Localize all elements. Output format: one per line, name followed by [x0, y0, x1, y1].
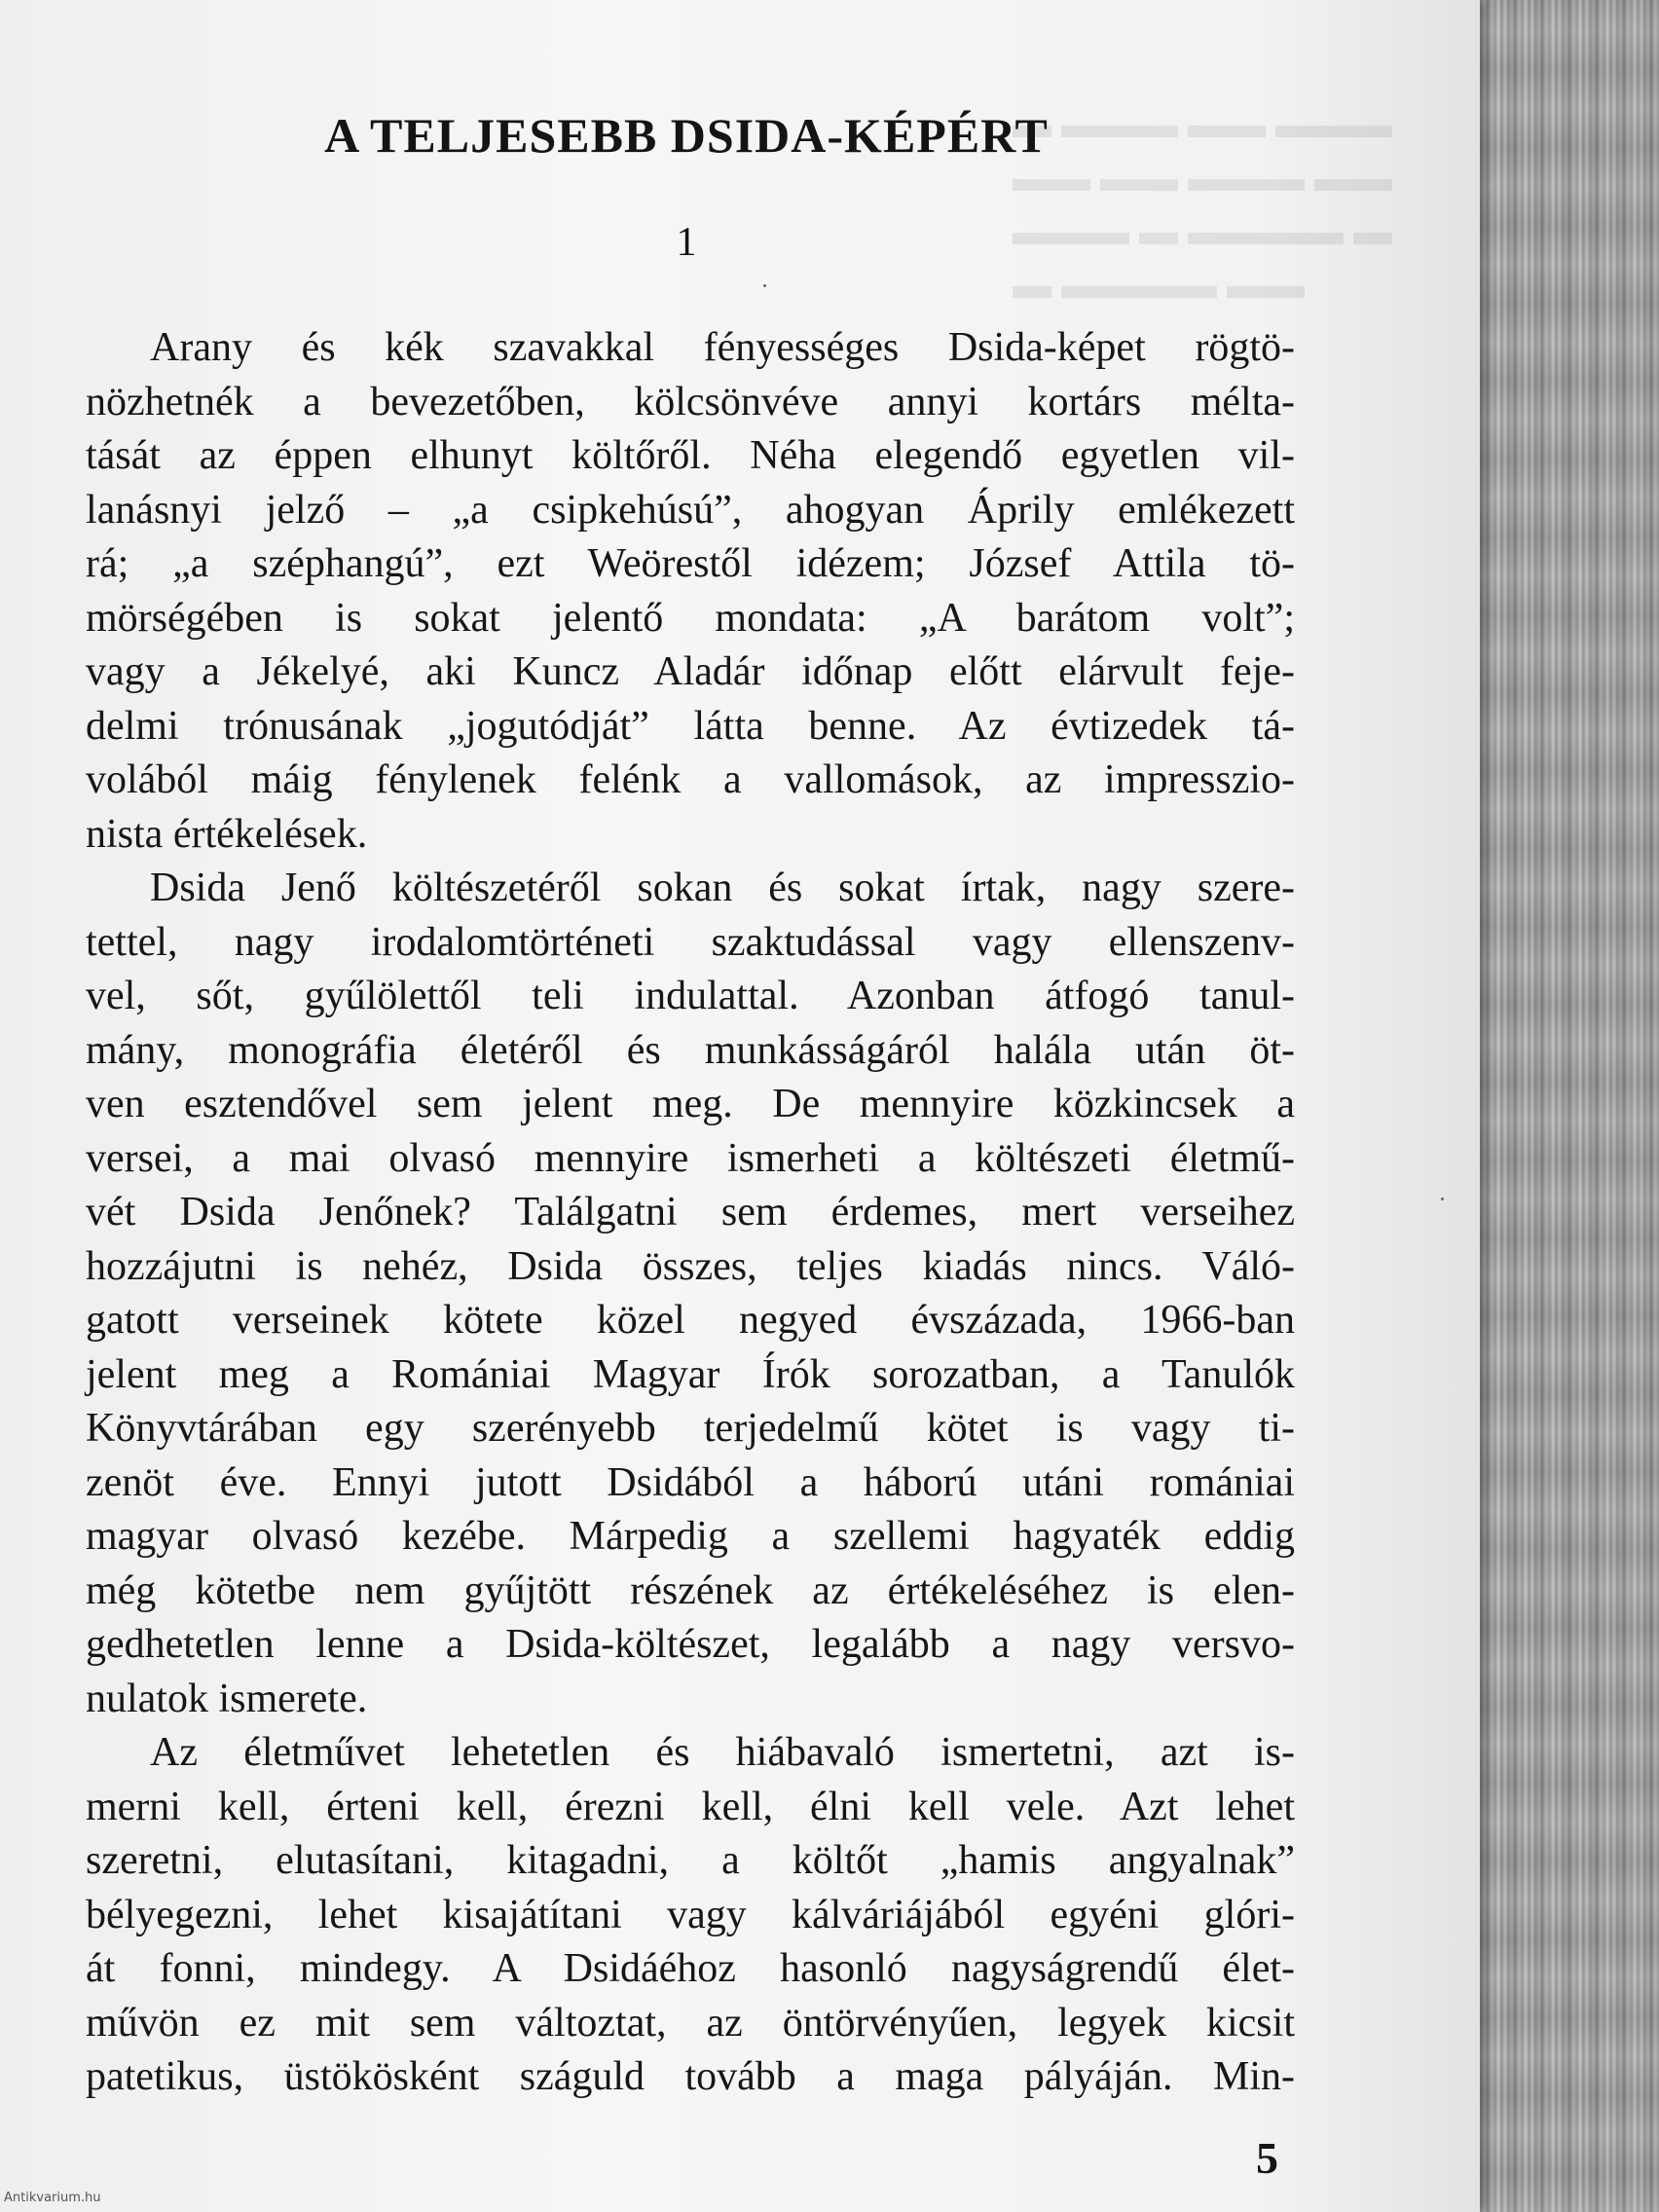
text-line: ven esztendővel sem jelent meg. De mennyire közkincsek a	[86, 1082, 1295, 1126]
page-number: 5	[1256, 2133, 1278, 2183]
text-line: vét Dsida Jenőnek? Találgatni sem érdemes, mert verseihez	[86, 1190, 1295, 1235]
text-line: mörségében is sokat jelentő mondata: „A barátom volt”;	[86, 595, 1295, 641]
text-line: delmi trónusának „jogutódját” látta benne. Az évtizedek tá-	[86, 703, 1295, 749]
text-line: tettel, nagy irodalomtörténeti szaktudással vagy ellenszenv-	[86, 919, 1295, 965]
body-text	[86, 321, 1295, 2105]
text-line: mány, monográfia életéről és munkásságáról halála után öt-	[86, 1027, 1295, 1073]
text-line: hozzájutni is nehéz, Dsida összes, teljes kiadás nincs. Váló-	[86, 1243, 1295, 1289]
text-line: Az életművet lehetetlen és hiábavaló ismertetni, azt is-	[150, 1730, 1295, 1775]
text-line: magyar olvasó kezébe. Márpedig a szellemi hagyaték eddig	[86, 1514, 1295, 1559]
text-line: Dsida Jenő költészetéről sokan és sokat írtak, nagy szere-	[150, 866, 1295, 910]
text-line: át fonni, mindegy. A Dsidáéhoz hasonló nagyságrendű élet-	[86, 1946, 1295, 1991]
paper-speck	[1441, 1198, 1444, 1200]
text-line: tását az éppen elhunyt költőről. Néha elegendő egyetlen vil-	[86, 433, 1295, 478]
text-line: jelent meg a Romániai Magyar Írók sorozatban, a Tanulók	[86, 1351, 1295, 1397]
text-line: vel, sőt, gyűlölettől teli indulattal. Azonban átfogó tanul-	[86, 974, 1295, 1018]
text-line: zenöt éve. Ennyi jutott Dsidából a háború utáni romániai	[86, 1459, 1295, 1505]
text-line: bélyegezni, lehet kisajátítani vagy kálváriájából egyéni glóri-	[86, 1892, 1295, 1937]
text-line: gatott verseinek kötete közel negyed évszázada, 1966-ban	[86, 1298, 1295, 1343]
paper-speck	[763, 284, 766, 287]
text-line: volából máig fénylenek felénk a vallomások, az impresszio-	[86, 757, 1295, 802]
text-line: patetikus, üstökösként száguld tovább a maga pályáján. Min-	[86, 2054, 1295, 2099]
text-line: merni kell, érteni kell, érezni kell, élni kell vele. Azt lehet	[86, 1784, 1295, 1829]
text-line: lanásnyi jelző – „a csipkehúsú”, ahogyan Áprily emlékezett	[86, 487, 1295, 533]
show-through-texture: ▬ ▬▬▬ ▬▬ ▬▬▬ ▬▬ ▬▬ ▬▬▬ ▬▬ ▬▬▬ ▬ ▬▬▬▬ ▬ ▬ ▬▬▬▬ ▬▬	[1013, 102, 1392, 307]
text-line: nulatok ismerete.	[86, 1676, 368, 1721]
text-line: Könyvtárában egy szerényebb terjedelmű kötet is vagy ti-	[86, 1406, 1295, 1451]
text-line: még kötetbe nem gyűjtött részének az értékeléséhez is elen-	[86, 1567, 1295, 1613]
text-line: versei, a mai olvasó mennyire ismerheti a költészeti életmű-	[86, 1135, 1295, 1181]
watermark: Antikvarium.hu	[4, 2191, 101, 2205]
wooden-background	[1475, 0, 1659, 2212]
text-line: művön ez mit sem változtat, az öntörvényűen, legyek kicsit	[86, 2000, 1295, 2046]
text-line: nista értékelések.	[86, 811, 368, 857]
text-line: gedhetetlen lenne a Dsida-költészet, legalább a nagy versvo-	[86, 1622, 1295, 1667]
section-number: 1	[676, 220, 697, 265]
text-line: rá; „a széphangú”, ezt Weörestől idézem; József Attila tö-	[86, 541, 1295, 586]
text-line: vagy a Jékelyé, aki Kuncz Aladár időnap előtt elárvult feje-	[86, 649, 1295, 694]
chapter-title: A TELJESEBB DSIDA-KÉPÉRT	[324, 108, 1049, 163]
text-line: szeretni, elutasítani, kitagadni, a költőt „hamis angyalnak”	[86, 1838, 1295, 1883]
text-line: nözhetnék a bevezetőben, kölcsönvéve annyi kortárs mélta-	[86, 379, 1295, 424]
text-line: Arany és kék szavakkal fényességes Dsida-képet rögtö-	[150, 325, 1295, 370]
